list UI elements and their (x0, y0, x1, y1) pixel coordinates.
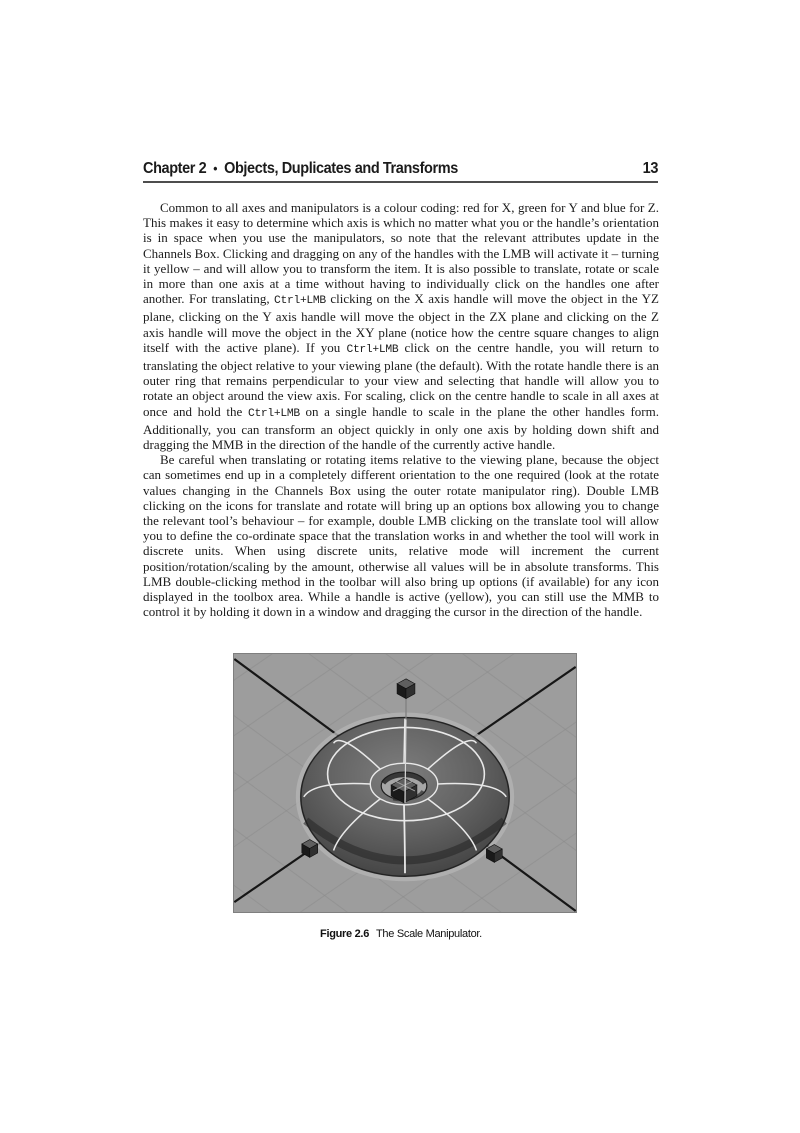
figure-caption (143, 928, 659, 940)
body-paragraph: Be careful when translating or rotating items relative to the viewing plane, because the object can sometimes end up in a completely different orientation to the one required (look at the rotate values changing in the Channels Box using the outer rotate manipulator ring). Double LMB clicking on the icons for translate and rotate will bring up an options box allowing you to change the relevant tool’s behaviour – for example, double LMB clicking on the translate tool will allow you to define the co-ordinate space that the translation works in and whether the tool will work in discrete units. When using discrete units, relative mode will increment the current position/rotation/scaling by the amount, otherwise all values will be in absolute transforms. This LMB double-clicking method in the toolbar will also bring up options (if available) for any icon displayed in the toolbox area. While a handle is active (yellow), you can still use the MMB to control it by holding it down in a window and dragging the cursor in the direction of the handle. (143, 452, 659, 620)
figure-caption-text: The Scale Manipulator. (376, 928, 482, 940)
chapter-number: Chapter 2 (143, 160, 207, 178)
body-text (143, 200, 659, 619)
page-number: 13 (642, 160, 658, 178)
running-header (143, 161, 658, 183)
viewport-screenshot (234, 654, 576, 912)
body-paragraph: Common to all axes and manipulators is a colour coding: red for X, green for Y and blue for Z. This makes it easy to determine which axis is which no matter what you or the handle’s orientation is in space when you use the manipulators, so note that the relevant attributes update in the Channels Box. Clicking and dragging on any of the handles with the LMB will activate it – turning it yellow – and will allow you to transform the item. It is also possible to translate, rotate or scale in more than one axis at a time without having to individually click on the handles one after another. For translating, Ctrl+LMB clicking on the X axis handle will move the object in the YZ plane, clicking on the Y axis handle will move the object in the ZX plane and clicking on the Z axis handle will move the object in the XY plane (notice how the centre square changes to align itself with the active plane). If you Ctrl+LMB click on the centre handle, you will return to translating the object relative to your viewing plane (the default). With the rotate handle there is an outer ring that remains perpendicular to your view and selecting that handle will allow you to rotate an object around the view axis. For scaling, click on the centre handle to scale in all axes at once and hold the Ctrl+LMB on a single handle to scale in the plane the other handles form. Additionally, you can transform an object quickly in only one axis by holding down shift and dragging the MMB in the direction of the handle of the currently active handle. (143, 200, 659, 453)
figure-caption-label: Figure 2.6 (320, 928, 370, 940)
header-rule (143, 181, 658, 183)
chapter-heading (143, 161, 458, 178)
figure-2-6 (233, 653, 577, 913)
separator-dot: • (213, 161, 218, 177)
chapter-title: Objects, Duplicates and Transforms (224, 160, 458, 178)
